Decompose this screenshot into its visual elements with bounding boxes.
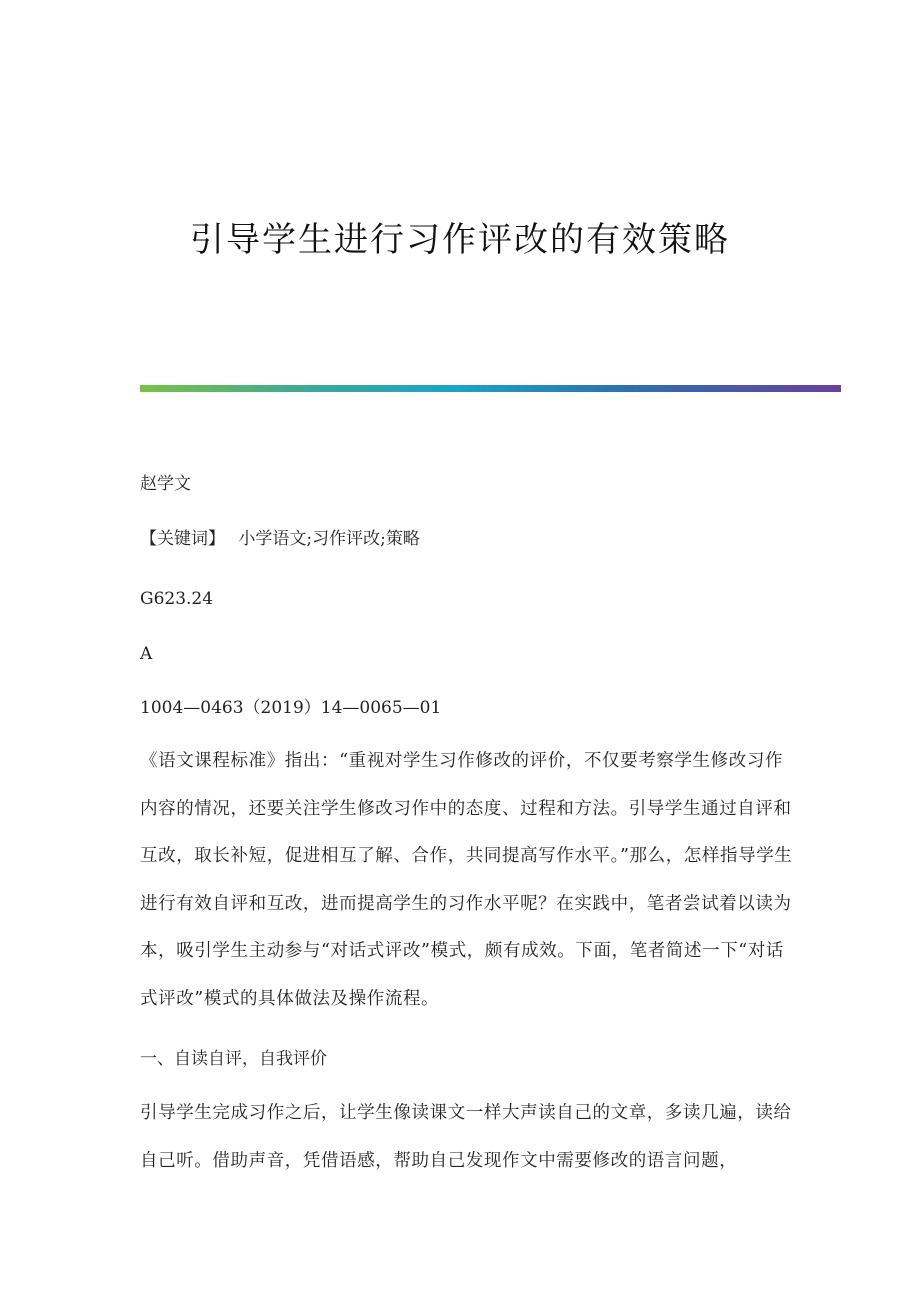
section-1-paragraph-block xyxy=(140,1090,800,1185)
author-name: 赵学文 xyxy=(140,474,191,494)
article-id: 1004—0463（2019）14—0065—01 xyxy=(140,698,442,718)
section-1-heading: 一、自读自评，自我评价 xyxy=(140,1049,327,1069)
title-divider xyxy=(140,385,841,392)
intro-paragraph: 《语文课程标准》指出：“重视对学生习作修改的评价，不仅要考察学生修改习作内容的情况，还要关注学生修改习作中的态度、过程和方法。引导学生通过自评和互改，取长补短，促进相互了解、合作，共同提高写作水平。”那么，怎样指导学生进行有效自评和互改，进而提高学生的习作水平呢？在实践中，笔者尝试着以读为本，吸引学生主动参与“对话式评改”模式，颇有成效。下面，笔者简述一下“对话式评改”模式的具体做法及操作流程。 xyxy=(140,751,793,1009)
document-code: A xyxy=(140,644,153,664)
keywords-line xyxy=(140,527,420,551)
keywords-label: 【关键词】 xyxy=(140,529,225,549)
intro-paragraph-block xyxy=(140,738,800,1023)
section-1-paragraph: 引导学生完成习作之后，让学生像读课文一样大声读自己的文章，多读几遍，读给自己听。借助声音，凭借语感，帮助自己发现作文中需要修改的语言问题， xyxy=(140,1103,792,1171)
document-title: 引导学生进行习作评改的有效策略 xyxy=(190,220,730,260)
keywords-value: 小学语文;习作评改;策略 xyxy=(238,529,420,549)
classification-number: G623.24 xyxy=(140,589,214,609)
